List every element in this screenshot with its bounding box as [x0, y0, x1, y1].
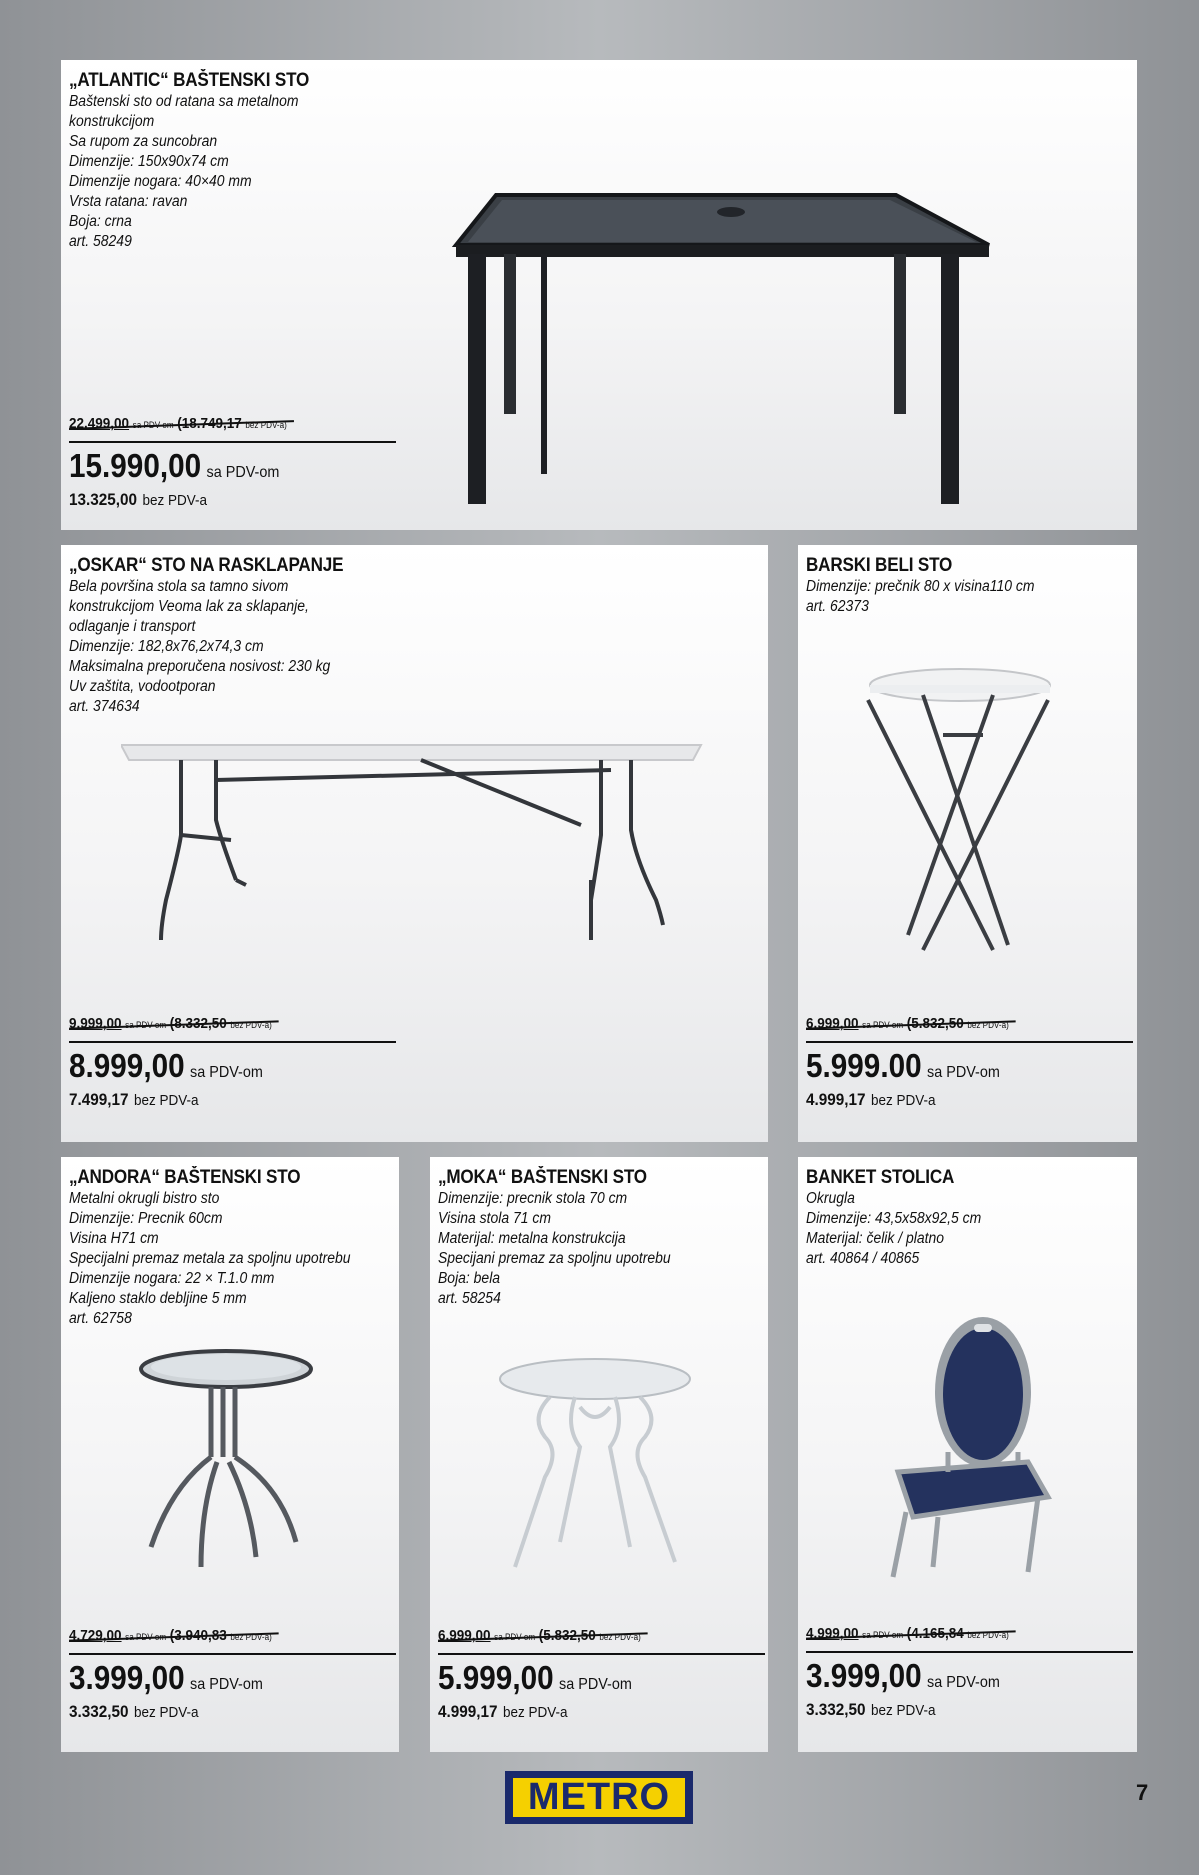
net-price: 13.325,00 bez PDV-a	[69, 490, 208, 509]
product-description: Metalni okrugli bistro sto Dimenzije: Precnik 60cm Visina H71 cm Specijalni premaz metala za spoljnu upotrebu Dimenzije nogara: 22 × T.1.0 mm Kaljeno staklo debljine 5 mm art. 62758	[69, 1190, 351, 1327]
product-description: Bela površina stola sa tamno sivom konstrukcijom Veoma lak za sklapanje, odlaganje i transport Dimenzije: 182,8x76,2x74,3 cm Maksimalna preporučena nosivost: 230 kg Uv zaštita, vodootporan art. 374634	[69, 578, 331, 715]
product-description: Okrugla Dimenzije: 43,5x58x92,5 cm Materijal: čelik / platno art. 40864 / 40865	[806, 1190, 982, 1267]
white-bistro-table-image	[490, 1357, 700, 1577]
product-description: Dimenzije: prečnik 80 x visina110 cm art. 62373	[806, 578, 1035, 615]
current-price: 5.999.00 sa PDV-om	[806, 1047, 1000, 1084]
price-block	[69, 1627, 396, 1722]
price-divider	[806, 1041, 1133, 1043]
price-divider	[806, 1651, 1133, 1653]
product-card-atlantic[interactable]	[61, 60, 1137, 530]
product-title: „MOKA“ BAŠTENSKI STO	[438, 1167, 647, 1188]
banquet-chair-image	[878, 1312, 1058, 1582]
metro-logo-text: METRO	[513, 1778, 685, 1817]
current-price: 3.999,00 sa PDV-om	[806, 1657, 1000, 1694]
old-price: 9.999,00 bez PDV-a)	[69, 1015, 275, 1032]
current-price: 5.999,00 sa PDV-om	[438, 1659, 632, 1696]
old-price: 4.729,00 bez PDV-a)	[69, 1627, 275, 1644]
price-divider	[69, 441, 396, 443]
old-price: 6.999,00 bez PDV-a)	[806, 1015, 1012, 1032]
net-price: 7.499,17 bez PDV-a	[69, 1090, 199, 1109]
old-price: 4.999,00 bez PDV-a)	[806, 1625, 1012, 1642]
price-block	[69, 1015, 396, 1110]
page-number: 7	[1136, 1780, 1149, 1805]
product-title: „ANDORA“ BAŠTENSKI STO	[69, 1167, 301, 1188]
rattan-table-image	[436, 150, 1056, 530]
product-card-andora[interactable]	[61, 1157, 399, 1752]
price-divider	[69, 1041, 396, 1043]
old-price: 22.499,00 bez PDV-a)	[69, 415, 290, 432]
folding-table-image	[121, 740, 761, 990]
product-title: BARSKI BELI STO	[806, 555, 953, 576]
metro-logo	[505, 1771, 693, 1824]
net-price: 4.999,17 bez PDV-a	[438, 1702, 568, 1721]
product-title: „OSKAR“ STO NA RASKLAPANJE	[69, 555, 344, 576]
bar-table-image	[848, 665, 1078, 965]
net-price: 4.999,17 bez PDV-a	[806, 1090, 936, 1109]
product-description: Baštenski sto od ratana sa metalnom konstrukcijom Sa rupom za suncobran Dimenzije: 150x90x74 cm Dimenzije nogara: 40×40 mm Vrsta ratana: ravan Boja: crna art. 58249	[69, 93, 299, 250]
product-card-barski[interactable]	[798, 545, 1137, 1142]
product-card-oskar[interactable]	[61, 545, 768, 1142]
current-price: 15.990,00 sa PDV-om	[69, 447, 280, 484]
price-block	[806, 1015, 1133, 1110]
old-price: 6.999,00 bez PDV-a)	[438, 1627, 644, 1644]
current-price: 8.999,00 sa PDV-om	[69, 1047, 263, 1084]
net-price: 3.332,50 bez PDV-a	[806, 1700, 936, 1719]
price-block	[69, 415, 396, 510]
net-price: 3.332,50 bez PDV-a	[69, 1702, 199, 1721]
price-divider	[438, 1653, 765, 1655]
product-card-moka[interactable]	[430, 1157, 768, 1752]
product-card-banket[interactable]	[798, 1157, 1137, 1752]
current-price: 3.999,00 sa PDV-om	[69, 1659, 263, 1696]
product-description: Dimenzije: precnik stola 70 cm Visina stola 71 cm Materijal: metalna konstrukcija Specijani premaz za spoljnu upotrebu Boja: bela art. 58254	[438, 1190, 671, 1307]
product-title: BANKET STOLICA	[806, 1167, 955, 1188]
price-block	[438, 1627, 765, 1722]
price-block	[806, 1625, 1133, 1720]
price-divider	[69, 1653, 396, 1655]
bistro-table-image	[131, 1347, 331, 1577]
product-title: „ATLANTIC“ BAŠTENSKI STO	[69, 70, 310, 91]
